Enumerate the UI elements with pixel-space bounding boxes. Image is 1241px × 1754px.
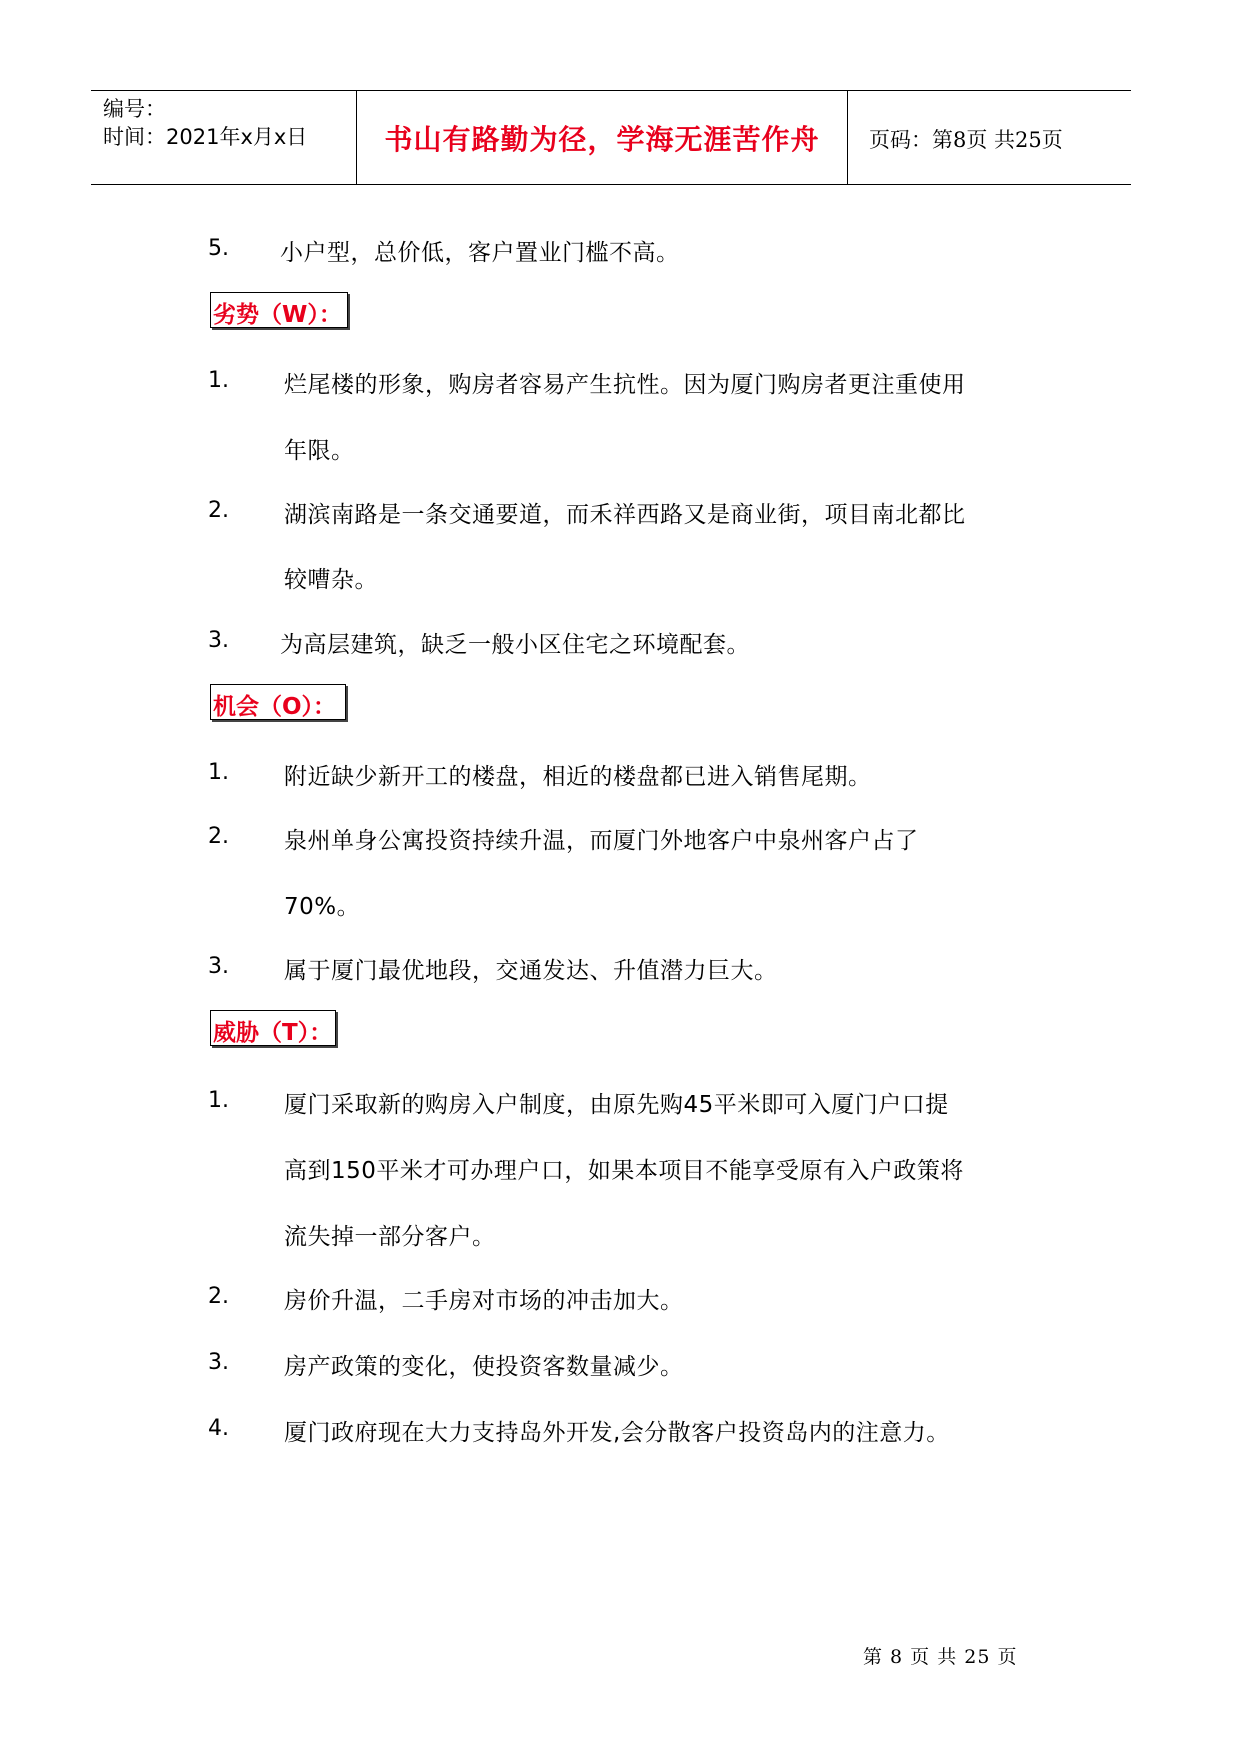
list-item-number: 3. <box>208 628 229 653</box>
list-item-text: 烂尾楼的形象，购房者容易产生抗性。因为厦门购房者更注重使用 <box>284 372 966 398</box>
list-item-text: 年限。 <box>284 438 355 464</box>
list-item-number: 2. <box>208 824 229 849</box>
list-item-text: 厦门政府现在大力支持岛外开发,会分散客户投资岛内的注意力。 <box>284 1420 950 1446</box>
motto: 书山有路勤为径，学海无涯苦作舟 <box>384 123 820 156</box>
list-item-text: 高到150平米才可办理户口，如果本项目不能享受原有入户政策将 <box>284 1158 964 1184</box>
header-right-cell <box>847 91 1131 184</box>
list-item-number: 1. <box>208 760 229 785</box>
list-item-number: 5. <box>208 236 229 261</box>
list-item-number: 3. <box>208 954 229 979</box>
list-item-text: 属于厦门最优地段，交通发达、升值潜力巨大。 <box>284 958 778 984</box>
section-title: 威胁（T）： <box>213 1020 333 1046</box>
section-title: 机会（O）： <box>213 694 337 720</box>
list-item-text: 流失掉一部分客户。 <box>284 1224 496 1250</box>
list-item-text: 湖滨南路是一条交通要道，而禾祥西路又是商业街，项目南北都比 <box>284 502 966 528</box>
section-heading-threat <box>210 1010 336 1046</box>
list-item-text: 房价升温，二手房对市场的冲击加大。 <box>284 1288 684 1314</box>
list-item-number: 1. <box>208 1088 229 1113</box>
time-label: 时间：2021年x月x日 <box>103 125 308 149</box>
header-center-cell <box>356 91 848 184</box>
list-item-text: 附近缺少新开工的楼盘，相近的楼盘都已进入销售尾期。 <box>284 764 872 790</box>
code-label: 编号： <box>103 97 166 121</box>
section-heading-weakness <box>210 292 348 328</box>
section-heading-opportunity <box>210 684 346 720</box>
page-info: 页码：第8页 共25页 <box>869 128 1063 152</box>
list-item-text: 厦门采取新的购房入户制度，由原先购45平米即可入厦门户口提 <box>284 1092 949 1118</box>
list-item-number: 2. <box>208 1284 229 1309</box>
page-header <box>91 90 1131 185</box>
list-item-text: 70%。 <box>284 894 361 920</box>
list-item-number: 4. <box>208 1416 229 1441</box>
list-item-text: 小户型，总价低，客户置业门槛不高。 <box>280 240 680 266</box>
section-title: 劣势（W）： <box>213 302 342 328</box>
list-item-text: 泉州单身公寓投资持续升温，而厦门外地客户中泉州客户占了 <box>284 828 919 854</box>
list-item-number: 3. <box>208 1350 229 1375</box>
header-left-cell <box>91 91 356 184</box>
list-item-number: 2. <box>208 498 229 523</box>
list-item-number: 1. <box>208 368 229 393</box>
page-footer: 第 8 页 共 25 页 <box>863 1646 1018 1668</box>
list-item-text: 为高层建筑，缺乏一般小区住宅之环境配套。 <box>280 632 750 658</box>
list-item-text: 房产政策的变化，使投资客数量减少。 <box>284 1354 684 1380</box>
list-item-text: 较嘈杂。 <box>284 567 378 593</box>
